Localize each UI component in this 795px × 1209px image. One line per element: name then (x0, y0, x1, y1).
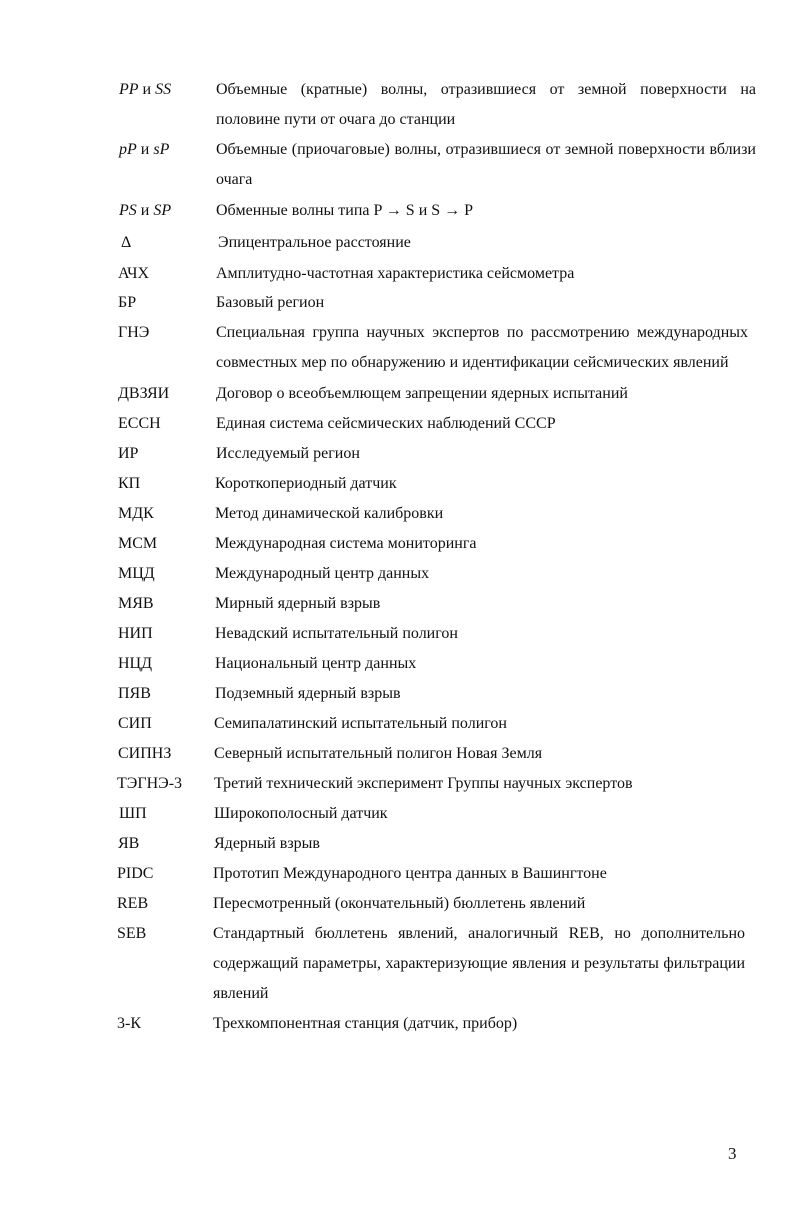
entry-definition: Невадский испытательный полигон (215, 625, 458, 642)
entry-term: ИР (118, 445, 139, 462)
entry-term: REB (117, 895, 149, 912)
entry-term: Δ (121, 234, 132, 251)
entry-term: ШП (119, 805, 147, 822)
entry-definition: Мирный ядерный взрыв (215, 595, 381, 612)
entry-term: ЯВ (118, 835, 140, 852)
entry-term: PP и SS (119, 81, 172, 98)
entry-term: PIDC (117, 865, 154, 882)
entry-term: 3-К (117, 1015, 141, 1032)
entry-definition: Северный испытательный полигон Новая Земля (214, 745, 543, 762)
entry-term: МЦД (118, 565, 155, 582)
entry-term: ЕССН (118, 415, 161, 432)
entry-term: PS и SP (119, 202, 172, 219)
entry-term: БР (118, 294, 137, 311)
entry-definition: Амплитудно-частотная характеристика сейсмометра (216, 265, 575, 282)
entry-definition: Национальный центр данных (215, 655, 417, 672)
entry-term: СИПНЗ (118, 745, 172, 762)
entry-definition: Базовый регион (216, 294, 325, 311)
entry-definition: Объемные (приочаговые) волны, отразившиеся от земной поверхности вблизи очага (216, 141, 756, 188)
entry-term: ТЭГНЭ-3 (117, 775, 183, 792)
entry-definition: Подземный ядерный взрыв (215, 685, 401, 702)
entry-definition: Семипалатинский испытательный полигон (214, 715, 507, 732)
entry-term: АЧХ (118, 265, 150, 282)
entry-term: НИП (118, 625, 153, 642)
entry-definition: Исследуемый регион (216, 445, 360, 462)
entry-definition: Обменные волны типа P → S и S → P (216, 202, 474, 219)
entry-definition: Прототип Международного центра данных в Вашингтоне (213, 865, 607, 882)
entry-definition: Международный центр данных (215, 565, 430, 582)
entry-term: pP и sP (119, 141, 170, 158)
entry-definition: Широкополосный датчик (214, 805, 388, 822)
entry-term: SEB (117, 925, 147, 942)
entry-term: СИП (118, 715, 152, 732)
entry-term: МДК (118, 505, 154, 522)
entry-definition: Метод динамической калибровки (215, 505, 444, 522)
entry-definition: Стандартный бюллетень явлений, аналогичный REB, но дополнительно содержащий параметры, характеризующие явления и результаты фильтрации явлений (213, 925, 745, 1002)
entry-definition: Договор о всеобъемлющем запрещении ядерных испытаний (216, 385, 628, 402)
page-number: 3 (728, 1144, 737, 1163)
entry-term: КП (118, 475, 141, 492)
entry-definition: Трехкомпонентная станция (датчик, прибор) (213, 1015, 518, 1032)
entry-definition: Международная система мониторинга (215, 535, 477, 552)
entry-term: ДВЗЯИ (118, 385, 170, 402)
entry-term: ПЯВ (118, 685, 151, 702)
entry-term: ГНЭ (118, 324, 150, 341)
entry-term: МЯВ (118, 595, 154, 612)
entry-definition: Пересмотренный (окончательный) бюллетень явлений (213, 895, 586, 912)
entry-definition: Единая система сейсмических наблюдений СССР (216, 415, 556, 432)
entry-definition: Специальная группа научных экспертов по рассмотрению международных совместных мер по обнаружению и идентификации сейсмических явлений (216, 324, 748, 371)
entry-term: НЦД (118, 655, 153, 672)
entry-term: МСМ (118, 535, 158, 552)
entry-definition: Эпицентральное расстояние (218, 234, 411, 251)
entry-definition: Короткопериодный датчик (215, 475, 397, 492)
entry-definition: Ядерный взрыв (214, 835, 320, 852)
entry-definition: Объемные (кратные) волны, отразившиеся от земной поверхности на половине пути от очага до станции (216, 81, 756, 128)
entry-definition: Третий технический эксперимент Группы научных экспертов (214, 775, 633, 792)
